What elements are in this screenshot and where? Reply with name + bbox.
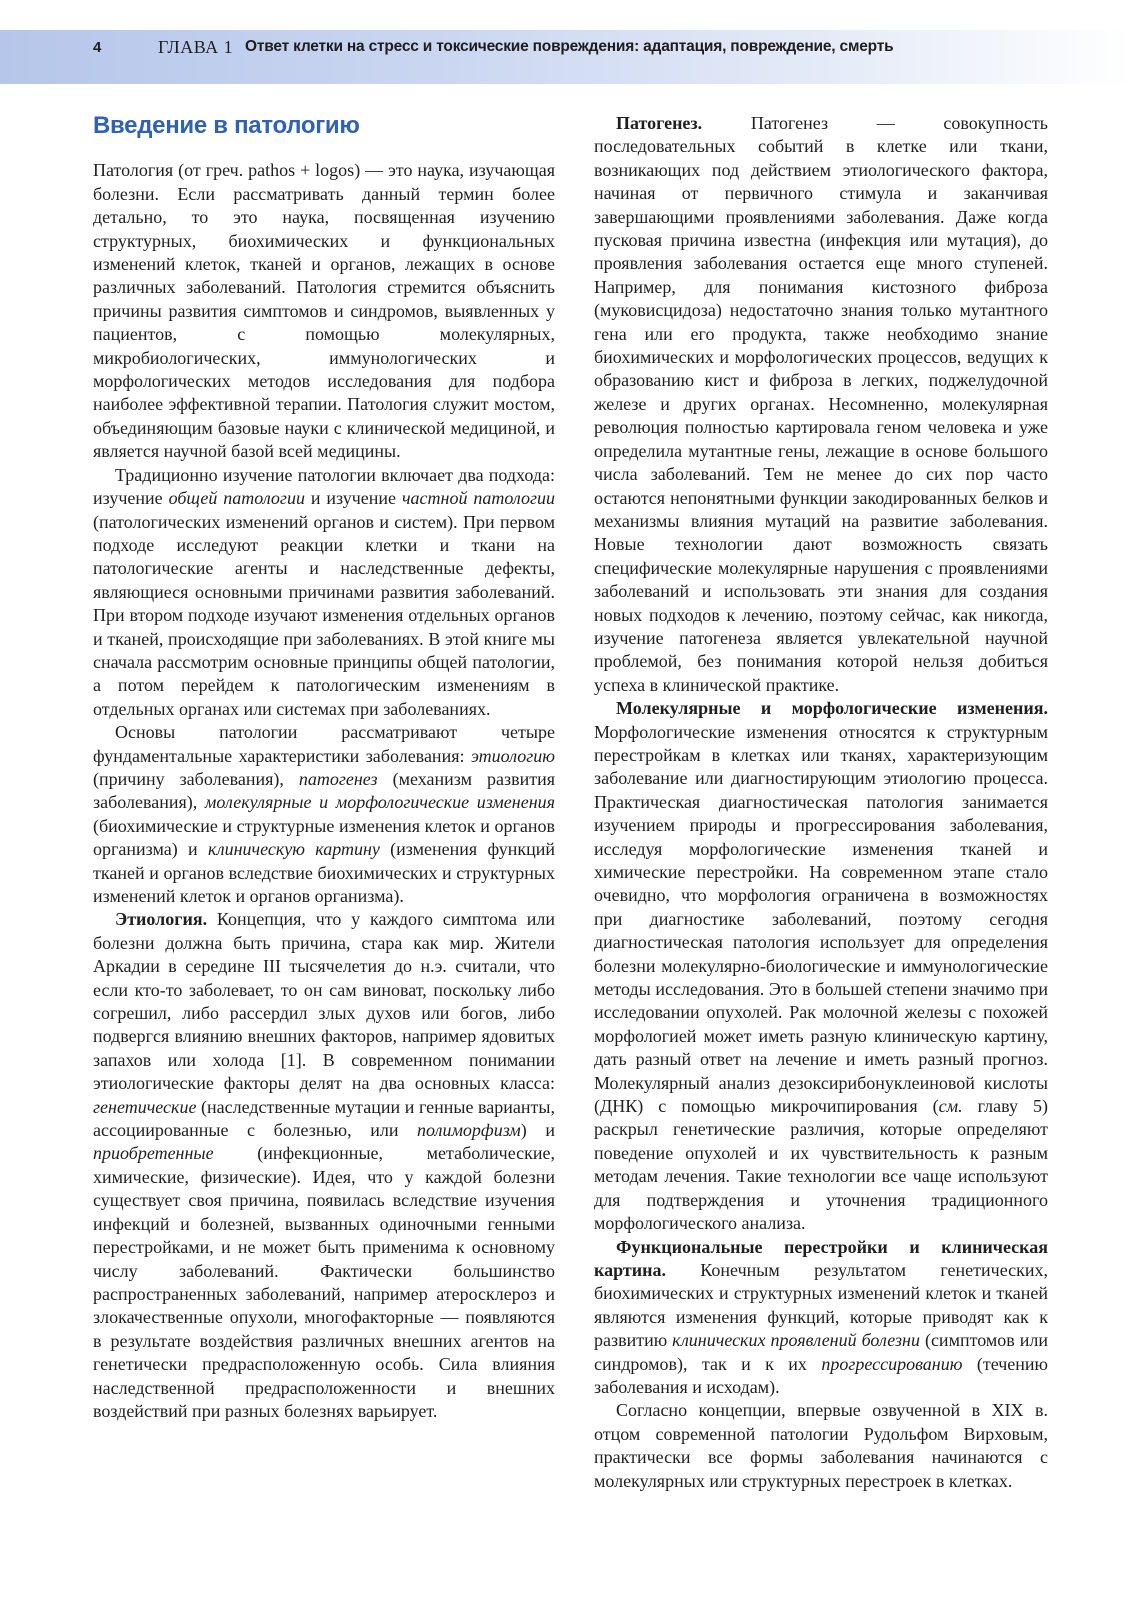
term-acquired: приобретенные (93, 1143, 214, 1164)
paragraph-morphology: Молекулярные и морфологические изменения. Морфологические изменения относятся к структурным перестройкам в клетках или тканях, характеризующим заболевание или диагностирующим этиологию процесса. Практическая диагностическая патология занимается изучением природы и прогрессирования заболевания, исследуя морфологические изменения тканей и химические перестройки. На современном этапе стало очевидно, что морфология ограничена в возможностях при диагностике заболеваний, поэтому сегодня диагностическая патология использует для определения болезни молекулярно-биологические и иммунологические методы исследования. Это в большей степени значимо при исследовании опухолей. Рак молочной железы с похожей морфологией может иметь разную клиническую картину, дать разный ответ на лечение и иметь разный прогноз. Молекулярный анализ дезоксирибонуклеиновой кислоты (ДНК) с помощью микрочипирования (см. главу 5) раскрыл генетические различия, которые определяют поведение опухолей и их чувствительность к разным методам лечения. Такие технологии все чаще используют для подтверждения и уточнения традиционного морфологического анализа. (594, 698, 1048, 1234)
run-in-etiology: Этиология. (115, 909, 208, 930)
paragraph-intro: Патология (от греч. pathos + logos) — это наука, изучающая болезни. Если рассматривать данный термин более детально, то это наука, посвященная изучению структурных, биохимических и функциональных изменений клеток, тканей и органов, лежащих в основе различных заболеваний. Патология стремится объяснить причины развития симптомов и синдромов, выявленных у пациентов, с помощью молекулярных, микробиологических, иммунологических и морфологических методов исследования для подбора наиболее эффективной терапии. Патология служит мостом, объединяющим базовые науки с клинической медициной, и является научной базой всей медицины. (93, 160, 555, 462)
term-special-pathology: частной патологии (401, 488, 555, 509)
term-general-pathology: общей патологии (168, 488, 305, 509)
paragraph-etiology: Этиология. Концепция, что у каждого симптома или болезни должна быть причина, стара как мир. Жители Аркадии в середине III тысячелетия до н.э. считали, что если кто-то заболевает, то он сам виноват, поскольку либо согрешил, либо рассердил злых духов или богов, либо подвергся влиянию внешних факторов, например ядовитых запахов или холода [1]. В современном понимании этиологические факторы делят на два основных класса: генетические (наследственные мутации и генные варианты, ассоциированные с болезнью, или полиморфизм) и приобретенные (инфекционные, метаболические, химические, физические). Идея, что у каждой болезни существует своя причина, появилась вследствие изучения инфекций и болезней, вызванных одиночными генными перестройками, и не может быть применима к основному числу заболеваний. Фактически большинство распространенных заболеваний, например атеросклероз и злокачественные опухоли, многофакторные — появляются в результате воздействия различных внешних агентов на генетически предрасположенную особь. Сила влияния наследственной предрасположенности и внешних воздействий при разных болезнях варьирует. (93, 909, 555, 1421)
paragraph-approaches: Традиционно изучение патологии включает два подхода: изучение общей патологии и изучение частной патологии (патологических изменений органов и систем). При первом подходе исследуют реакции клетки и ткани на патологические агенты и наследственные дефекты, являющиеся основными причинами развития заболеваний. При втором подходе изучают изменения отдельных органов и тканей, происходящие при заболеваниях. В этой книге мы сначала рассмотрим основные принципы общей патологии, а потом перейдем к патологическим изменениям в отдельных органах или системах при заболеваниях. (93, 464, 555, 719)
term-polymorphism: полиморфизм (417, 1120, 521, 1141)
term-genetic: генетические (93, 1096, 197, 1117)
paragraph-fundamentals: Основы патологии рассматривают четыре фундаментальные характеристики заболевания: этиологию (причину заболевания), патогенез (механизм развития заболевания), молекулярные и морфологические изменения (биохимические и структурные изменения клеток и органов организма) и клиническую картину (изменения функций тканей и органов вследствие биохимических и структурных изменений клеток и органов организма). (93, 722, 555, 906)
page-number: 4 (93, 39, 102, 56)
term-pathogenesis: патогенез (298, 768, 378, 789)
paragraph-virchow: Согласно концепции, впервые озвученной в XIX в. отцом современной патологии Рудольфом Вирховым, практически все формы заболевания начинаются с молекулярных или структурных перестроек в клетках. (594, 1400, 1048, 1491)
right-column (594, 112, 1048, 1493)
term-clinical-manifestations: клинических проявлений болезни (672, 1330, 920, 1351)
term-clinical-picture: клиническую картину (207, 839, 380, 860)
run-in-functional: Функциональные перестройки и клиническая картина. (594, 1236, 1048, 1280)
term-molecular-changes: молекулярные и морфологические изменения (204, 792, 555, 813)
left-column (93, 110, 555, 1423)
section-title: Введение в патологию (93, 112, 360, 139)
paragraph-functional: Функциональные перестройки и клиническая картина. Конечным результатом генетических, биохимических и структурных изменений клеток и тканей являются изменения функций, которые приводят как к развитию клинических проявлений болезни (симптомов или синдромов), так и к их прогрессированию (течению заболевания и исходам). (594, 1236, 1048, 1397)
run-in-morphology: Молекулярные и морфологические изменения. (616, 698, 1048, 719)
chapter-label: ГЛАВА 1 (158, 37, 234, 57)
term-progression: прогрессированию (821, 1353, 963, 1374)
term-see: см. (938, 1096, 963, 1117)
paragraph-pathogenesis: Патогенез. Патогенез — совокупность последовательных событий в клетке или ткани, возникающих под действием этиологического фактора, начиная от первичного стимула и заканчивая завершающими проявлениями заболевания. Даже когда пусковая причина известна (инфекция или мутация), до проявления заболевания остается еще много ступеней. Например, для понимания кистозного фиброза (муковисцидоза) недостаточно знания только мутантного гена или его продукта, также необходимо знание биохимических и морфологических процессов, ведущих к образованию кист и фиброза в легких, поджелудочной железе и других органах. Несомненно, молекулярная революция полностью картировала геном человека и уже определила мутантные гены, лежащие в основе большого числа заболеваний. Тем не менее до сих пор часто остаются непонятными функции закодированных белков и механизмы влияния мутаций на развитие заболевания. Новые технологии дают возможность связать специфические молекулярные нарушения с проявлениями заболеваний и использовать эти знания для создания новых подходов к лечению, поэтому сейчас, как никогда, изучение патогенеза является увлекательной научной проблемой, без понимания которой нельзя добиться успеха в клинической практике. (594, 113, 1048, 695)
run-in-pathogenesis: Патогенез. (616, 113, 703, 133)
chapter-title: Ответ клетки на стресс и токсические повреждения: адаптация, повреждение, смерть (245, 38, 894, 55)
term-etiology: этиологию (470, 745, 555, 766)
